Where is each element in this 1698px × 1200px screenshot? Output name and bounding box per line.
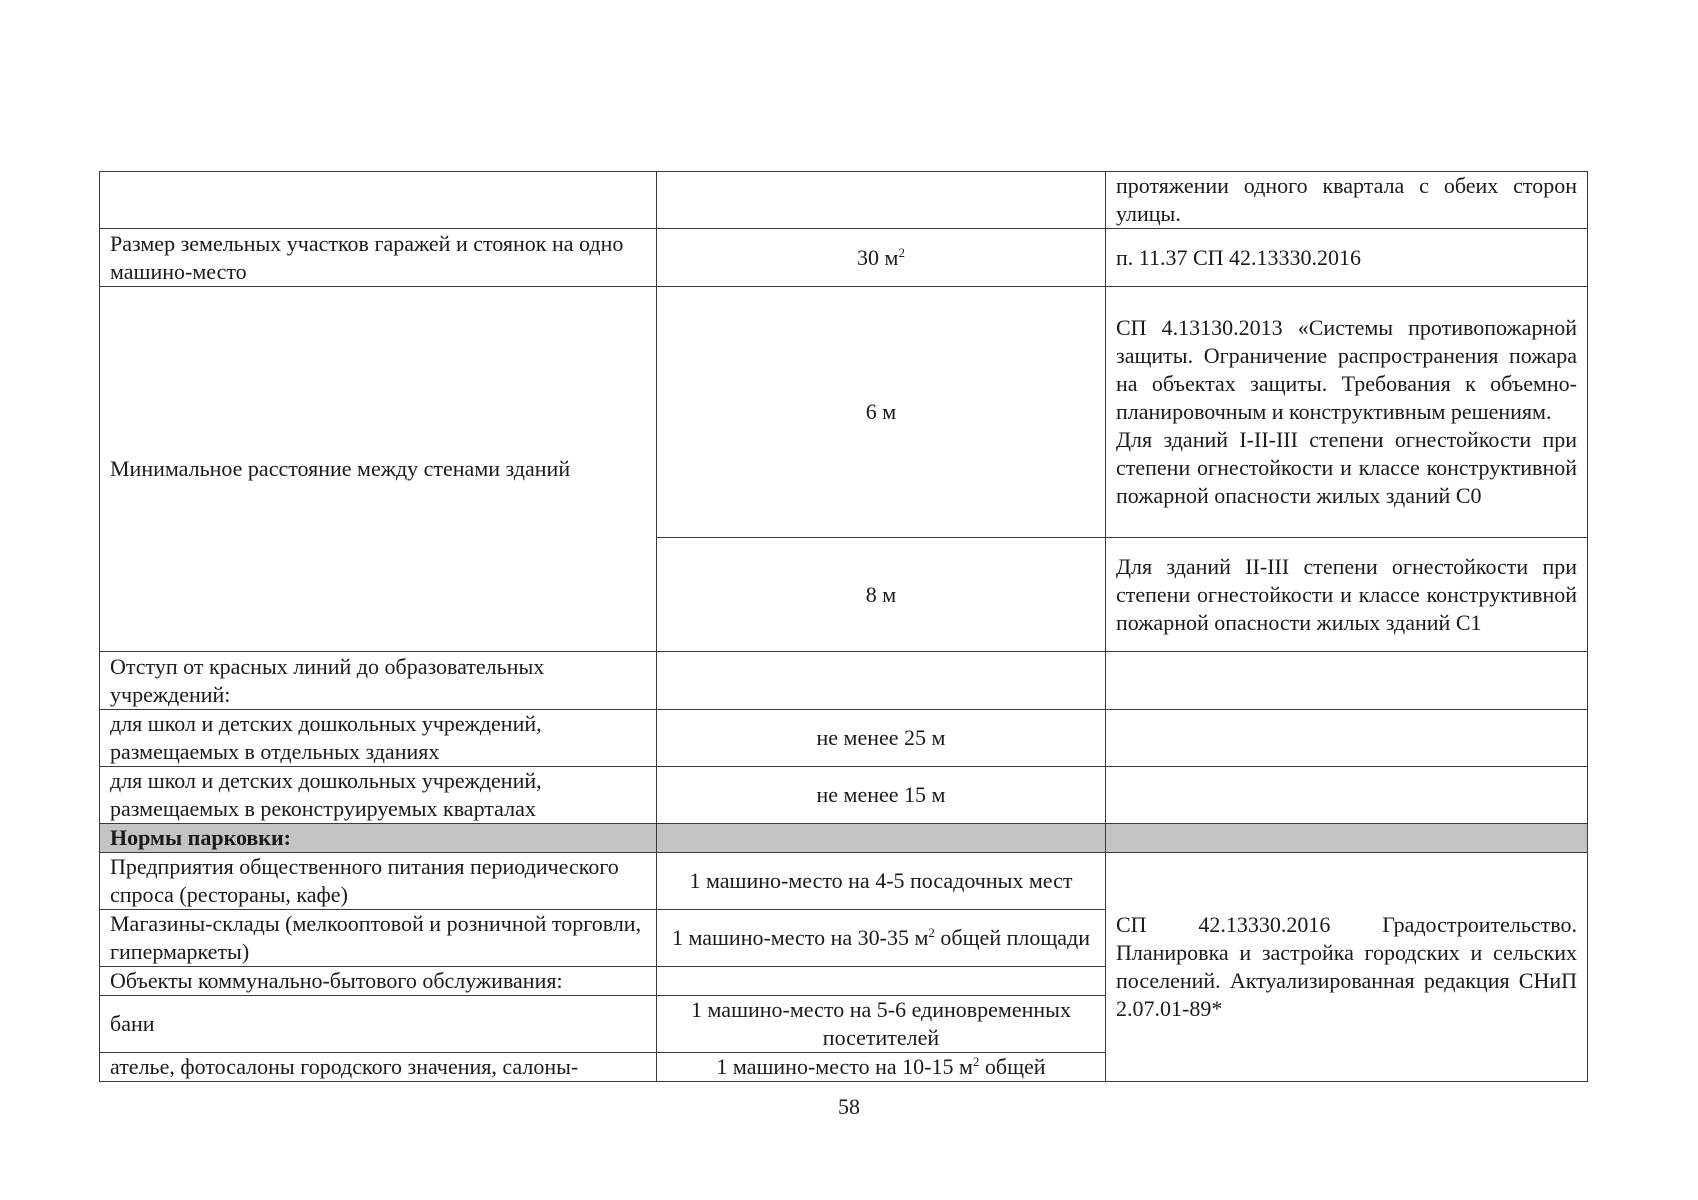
- table-cell: Размер земельных участков гаражей и стоянок на одно машино-место: [100, 229, 657, 287]
- section-header-row: [100, 824, 1588, 853]
- cell-paragraph: Для зданий I-II-III степени огнестойкости при степени огнестойкости и классе конструктивной пожарной опасности жилых зданий С0: [1116, 427, 1577, 508]
- table-cell: [1106, 652, 1588, 710]
- table-cell: [657, 824, 1106, 853]
- table-cell: [657, 1053, 1106, 1082]
- table-cell: [1106, 824, 1588, 853]
- table-cell: [657, 172, 1106, 229]
- table-cell: для школ и детских дошкольных учреждений, размещаемых в отдельных зданиях: [100, 710, 657, 767]
- table-cell: [1106, 767, 1588, 824]
- table-row: [100, 853, 1588, 910]
- table-row: [100, 767, 1588, 824]
- table-row: [100, 652, 1588, 710]
- table-cell: 8 м: [657, 538, 1106, 652]
- table-cell: [657, 910, 1106, 967]
- table-cell: для школ и детских дошкольных учреждений, размещаемых в реконструируемых кварталах: [100, 767, 657, 824]
- table-cell: 1 машино-место на 5-6 единовременных посетителей: [657, 996, 1106, 1053]
- table-cell: протяжении одного квартала с обеих сторон улицы.: [1106, 172, 1588, 229]
- superscript: 2: [928, 925, 935, 940]
- superscript: 2: [972, 1054, 980, 1069]
- table-cell: СП 42.13330.2016 Градостроительство. Планировка и застройка городских и сельских поселений. Актуализированная редакция СНиП 2.07.01-89*: [1106, 853, 1588, 1082]
- table-cell: ателье, фотосалоны городского значения, салоны-: [100, 1053, 657, 1082]
- table-cell: 6 м: [657, 287, 1106, 538]
- table-row: [100, 229, 1588, 287]
- table-row: [100, 710, 1588, 767]
- table-cell: Для зданий II-III степени огнестойкости при степени огнестойкости и классе конструктивной пожарной опасности жилых зданий С1: [1106, 538, 1588, 652]
- table-cell: Отступ от красных линий до образовательных учреждений:: [100, 652, 657, 710]
- page-number: 58: [838, 1094, 860, 1119]
- superscript: 2: [898, 244, 905, 260]
- cell-value: 1 машино-место на 30-35 м: [671, 925, 929, 950]
- table-cell: 1 машино-место на 4-5 посадочных мест: [657, 853, 1106, 910]
- table-cell: бани: [100, 996, 657, 1053]
- cell-value: общей площади: [934, 925, 1091, 950]
- table-cell: не менее 15 м: [657, 767, 1106, 824]
- section-title: Нормы парковки:: [100, 824, 657, 853]
- table-cell: [657, 652, 1106, 710]
- cell-value: 30 м: [857, 244, 899, 270]
- cell-value: общей: [979, 1054, 1046, 1079]
- table-row: [100, 287, 1588, 538]
- table-cell: [100, 172, 657, 229]
- table-cell: Минимальное расстояние между стенами зданий: [100, 287, 657, 652]
- cell-paragraph: СП 4.13130.2013 «Системы противопожарной защиты. Ограничение распространения пожара на объектах защиты. Требования к объемно-планировочным и конструктивным решениям.: [1116, 315, 1577, 424]
- cell-value: 1 машино-место на 10-15 м: [716, 1054, 973, 1079]
- table-cell: п. 11.37 СП 42.13330.2016: [1106, 229, 1588, 287]
- table-cell: [657, 967, 1106, 996]
- table-cell: Объекты коммунально-бытового обслуживания:: [100, 967, 657, 996]
- table-cell: [1106, 710, 1588, 767]
- table-cell: не менее 25 м: [657, 710, 1106, 767]
- standards-table: [99, 171, 1588, 1082]
- table-cell: [657, 229, 1106, 287]
- table-cell: Предприятия общественного питания периодического спроса (рестораны, кафе): [100, 853, 657, 910]
- table-row: [100, 172, 1588, 229]
- table-cell: [1106, 287, 1588, 538]
- table-cell: Магазины-склады (мелкооптовой и розничной торговли, гипермаркеты): [100, 910, 657, 967]
